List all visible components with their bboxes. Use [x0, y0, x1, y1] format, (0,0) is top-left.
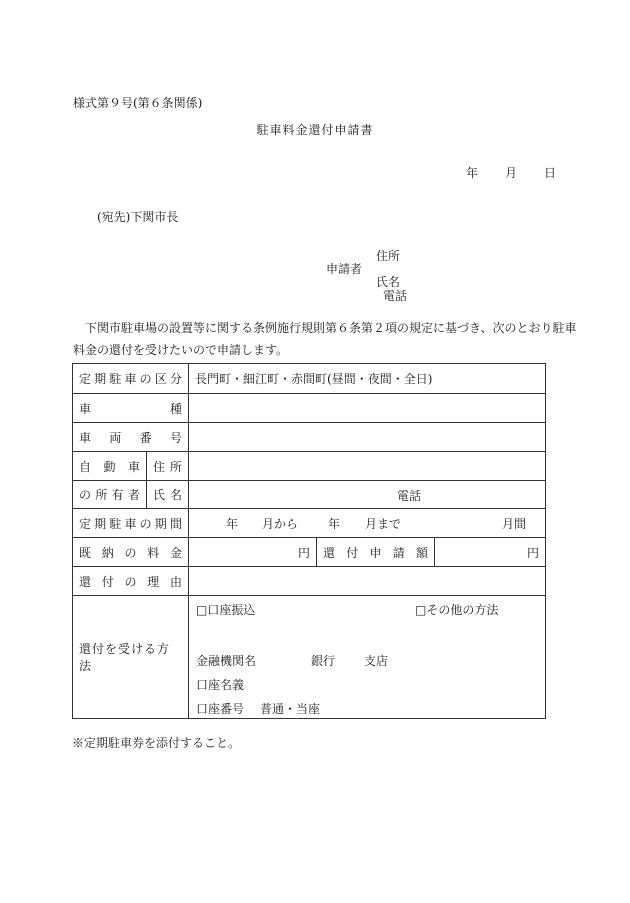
attachment-note: ※定期駐車券を添付すること。 [72, 736, 241, 750]
label-char: 住 [153, 459, 166, 474]
owner-name-label [147, 481, 189, 509]
date-year-label: 年 [466, 166, 479, 180]
table-row [73, 509, 546, 538]
car-type-label-text [79, 400, 182, 417]
table-row [73, 481, 546, 509]
period-field[interactable] [189, 509, 546, 538]
label-char: 申 [369, 545, 382, 560]
account-holder-label: 口座名義 [196, 678, 245, 692]
refund-label [317, 538, 435, 567]
category-label-text [79, 370, 182, 387]
owner-name-label-text [153, 486, 182, 503]
label-char: 車 [79, 401, 92, 416]
other-method-checkbox[interactable]: □その他の方法 [415, 603, 499, 617]
applicant-name-label: 氏名 [376, 275, 401, 289]
label-char: 車 [79, 430, 92, 445]
plate-field[interactable] [189, 423, 546, 452]
period-label [73, 509, 189, 538]
paid-unit: 円 [298, 545, 311, 560]
label-char: 名 [170, 488, 183, 502]
label-char: の [139, 516, 152, 531]
applicant-address-label: 住所 [376, 249, 401, 263]
label-char: 号 [169, 430, 182, 445]
label-char: 既 [79, 545, 92, 560]
body-text [73, 317, 583, 361]
label-char: 間 [169, 516, 182, 531]
bank-label: 銀行 [311, 654, 336, 668]
account-number-label: 口座番号 [196, 702, 245, 716]
document-title: 駐車料金還付申請書 [256, 123, 374, 137]
table-row [73, 452, 546, 481]
date-day-label: 日 [544, 166, 557, 180]
label-char: の [139, 372, 152, 386]
date-month-label: 月 [505, 166, 518, 180]
label-char: 期 [154, 516, 167, 531]
category-value: 長門町・細江町・赤間町(昼間・夜間・全日) [189, 364, 546, 394]
plate-label [73, 423, 189, 452]
label-char: 区 [154, 372, 167, 386]
label-char: 車 [124, 372, 137, 386]
label-char: 期 [94, 372, 107, 386]
label-char: 納 [101, 545, 114, 560]
label-char: の [124, 574, 137, 589]
owner-label-top-text [79, 458, 140, 475]
label-char: の [124, 545, 137, 560]
label-char: 種 [170, 401, 183, 416]
label-char: 期 [94, 516, 107, 531]
table-row [73, 538, 546, 567]
method-field [189, 596, 546, 719]
car-type-label [73, 394, 189, 423]
table-row [73, 567, 546, 596]
owner-label-top [73, 452, 147, 481]
label-char: 由 [170, 574, 183, 589]
form-number: 様式第９号(第６条関係) [73, 96, 203, 110]
account-type-label: 普通・当座 [260, 702, 321, 716]
label-char: 駐 [109, 516, 122, 531]
label-char: 料 [147, 545, 160, 560]
table-row [73, 596, 546, 719]
owner-label-bottom [73, 481, 147, 509]
applicant-phone-label: 電話 [383, 289, 408, 303]
table-row [73, 423, 546, 452]
institution-label: 金融機関名 [196, 654, 257, 668]
label-char: 理 [147, 574, 160, 589]
owner-address-label-text [153, 458, 182, 475]
car-type-field[interactable] [189, 394, 546, 423]
label-char: 還 [323, 545, 336, 560]
label-char: 付 [346, 545, 359, 560]
owner-address-field[interactable] [189, 452, 546, 481]
reason-label-text [79, 573, 182, 590]
label-char: 定 [79, 372, 92, 386]
refund-label-text [323, 544, 428, 561]
label-char: 動 [103, 459, 116, 474]
owner-name-field[interactable] [189, 481, 546, 509]
label-char: 駐 [109, 372, 122, 386]
application-table [72, 363, 546, 719]
body-text-content: 下関市駐車場の設置等に関する条例施行規則第６条第２項の規定に基づき、次のとおり駐車料金の還付を受けたいので申請します。 [73, 321, 577, 357]
owner-label-bottom-text [79, 486, 140, 503]
addressee: (宛先)下関市長 [97, 210, 179, 224]
table-row [73, 394, 546, 423]
paid-field[interactable] [189, 538, 317, 567]
label-char: 分 [169, 372, 182, 386]
refund-unit: 円 [527, 545, 540, 560]
label-char: 所 [95, 488, 108, 502]
label-char: 所 [170, 459, 183, 474]
reason-label [73, 567, 189, 596]
table-row [73, 364, 546, 394]
label-char: 両 [109, 430, 122, 445]
period-label-text [79, 515, 182, 532]
owner-phone-label: 電話 [397, 489, 422, 503]
period-year-to: 年 [328, 517, 341, 531]
bank-transfer-checkbox[interactable]: □口座振込 [196, 603, 256, 617]
plate-label-text [79, 429, 182, 446]
label-char: 自 [79, 459, 92, 474]
period-year-from: 年 [226, 517, 239, 531]
branch-label: 支店 [364, 654, 389, 668]
category-label [73, 364, 189, 394]
label-char: 氏 [153, 488, 166, 502]
label-char: 車 [127, 459, 140, 474]
reason-field[interactable] [189, 567, 546, 596]
paid-label-text [79, 544, 182, 561]
refund-field[interactable] [435, 538, 546, 567]
label-char: 請 [392, 545, 405, 560]
label-char: 車 [124, 516, 137, 531]
paid-label [73, 538, 189, 567]
label-char: 者 [127, 488, 140, 502]
applicant-label: 申請者 [326, 262, 363, 276]
label-char: 金 [170, 545, 183, 560]
method-label: 還付を受ける方法 [73, 596, 189, 719]
label-char: 付 [101, 574, 114, 589]
label-char: 番 [139, 430, 152, 445]
owner-address-label [147, 452, 189, 481]
period-months: 月間 [502, 517, 527, 531]
label-char: 定 [79, 516, 92, 531]
label-char: 有 [111, 488, 124, 502]
period-month-to: 月まで [365, 517, 402, 531]
label-char: 還 [79, 574, 92, 589]
period-month-from: 月から [262, 517, 299, 531]
label-char: 額 [415, 545, 428, 560]
label-char: の [79, 488, 92, 502]
